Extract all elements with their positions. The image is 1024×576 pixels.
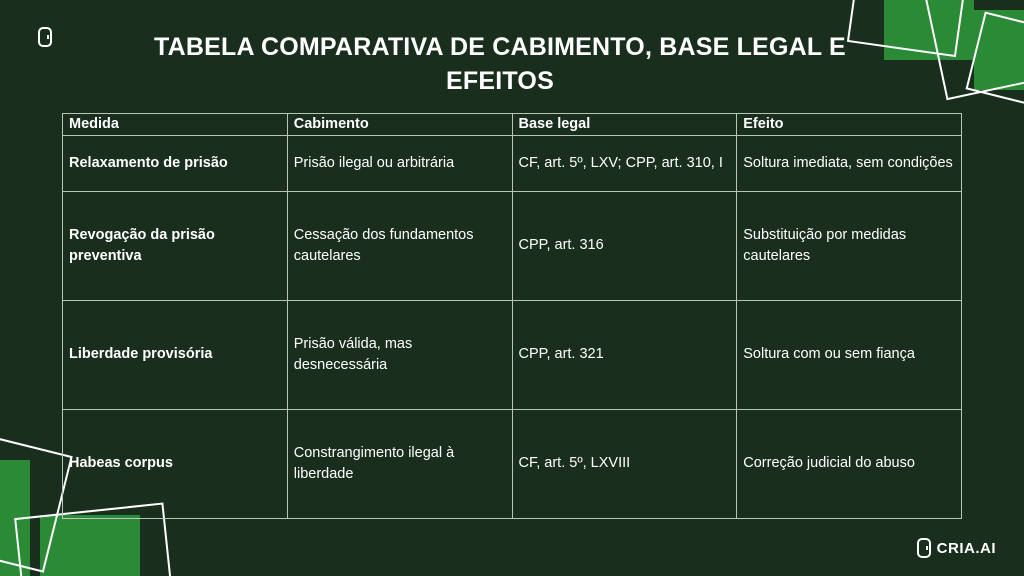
table-row xyxy=(63,191,962,300)
brand-logo xyxy=(917,538,996,558)
cell-base-legal: CPP, art. 321 xyxy=(512,300,737,409)
cell-efeito: Substituição por medidas cautelares xyxy=(737,191,962,300)
table-header-row xyxy=(63,114,962,136)
header-base-legal: Base legal xyxy=(512,114,737,136)
comparison-table xyxy=(62,113,962,519)
brand-name: CRIA.AI xyxy=(936,539,996,557)
table-row xyxy=(63,300,962,409)
cria-logo-icon xyxy=(917,538,931,558)
cell-medida: Habeas corpus xyxy=(63,409,288,518)
cell-medida: Relaxamento de prisão xyxy=(63,136,288,192)
table-row xyxy=(63,136,962,192)
table-row xyxy=(63,409,962,518)
cell-efeito: Soltura imediata, sem condições xyxy=(737,136,962,192)
cria-logo-icon xyxy=(38,27,52,47)
cell-medida: Liberdade provisória xyxy=(63,300,288,409)
cell-efeito: Correção judicial do abuso xyxy=(737,409,962,518)
cell-medida: Revogação da prisão preventiva xyxy=(63,191,288,300)
cell-cabimento: Constrangimento ilegal à liberdade xyxy=(287,409,512,518)
cell-base-legal: CF, art. 5º, LXVIII xyxy=(512,409,737,518)
header-medida: Medida xyxy=(63,114,288,136)
cell-efeito: Soltura com ou sem fiança xyxy=(737,300,962,409)
cell-base-legal: CPP, art. 316 xyxy=(512,191,737,300)
cell-cabimento: Prisão ilegal ou arbitrária xyxy=(287,136,512,192)
header-efeito: Efeito xyxy=(737,114,962,136)
page-title: TABELA COMPARATIVA DE CABIMENTO, BASE LEGAL E EFEITOS xyxy=(154,33,846,95)
header-cabimento: Cabimento xyxy=(287,114,512,136)
cell-cabimento: Cessação dos fundamentos cautelares xyxy=(287,191,512,300)
cell-base-legal: CF, art. 5º, LXV; CPP, art. 310, I xyxy=(512,136,737,192)
cell-cabimento: Prisão válida, mas desnecessária xyxy=(287,300,512,409)
